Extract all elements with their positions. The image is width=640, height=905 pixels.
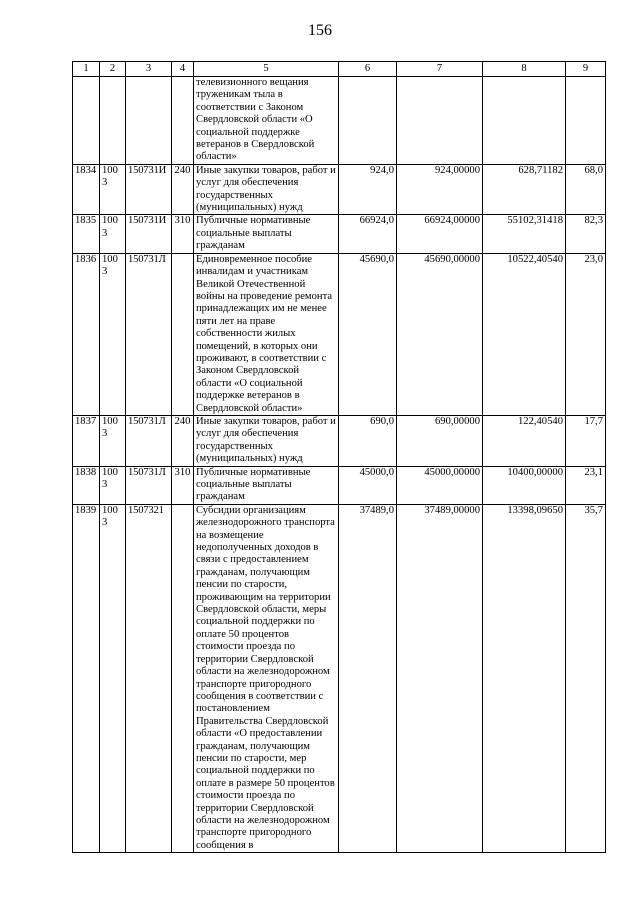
adjusted-amount: 690,00000	[397, 415, 483, 466]
adjusted-amount: 45690,00000	[397, 253, 483, 415]
header-cell-9: 9	[566, 62, 606, 77]
section-code	[100, 77, 126, 165]
target-code	[126, 77, 172, 165]
row-number: 1837	[73, 415, 100, 466]
header-cell-7: 7	[397, 62, 483, 77]
item-name: Иные закупки товаров, работ и услуг для обеспечения государственных (муниципальных) нужд	[194, 415, 339, 466]
row-number	[73, 77, 100, 165]
header-cell-6: 6	[339, 62, 397, 77]
adjusted-amount: 66924,00000	[397, 215, 483, 253]
page-number: 156	[308, 22, 332, 39]
header-cell-4: 4	[172, 62, 194, 77]
execution-percent: 23,1	[566, 466, 606, 504]
execution-percent	[566, 77, 606, 165]
section-code: 1003	[100, 164, 126, 215]
row-number: 1839	[73, 504, 100, 852]
plan-amount: 924,0	[339, 164, 397, 215]
target-code: 1507321	[126, 504, 172, 852]
target-code: 150731Л	[126, 253, 172, 415]
section-code: 1003	[100, 415, 126, 466]
table-row	[73, 164, 606, 215]
expense-type-code	[172, 504, 194, 852]
header-cell-1: 1	[73, 62, 100, 77]
budget-table	[72, 61, 606, 853]
adjusted-amount: 37489,00000	[397, 504, 483, 852]
adjusted-amount: 45000,00000	[397, 466, 483, 504]
adjusted-amount: 924,00000	[397, 164, 483, 215]
table-row	[73, 77, 606, 165]
plan-amount: 66924,0	[339, 215, 397, 253]
table-row	[73, 466, 606, 504]
section-code: 1003	[100, 466, 126, 504]
target-code: 150731Л	[126, 466, 172, 504]
item-name: Единовременное пособие инвалидам и участникам Великой Отечественной войны на проведение ремонта принадлежащих им не менее пяти лет на праве собственности жилых помещений, в которых они проживают, в соответствии с Законом Свердловской области «О социальной поддержке ветеранов в Свердловской области»	[194, 253, 339, 415]
header-row	[73, 62, 606, 77]
header-cell-5: 5	[194, 62, 339, 77]
row-number: 1838	[73, 466, 100, 504]
executed-amount: 122,40540	[483, 415, 566, 466]
row-number: 1836	[73, 253, 100, 415]
executed-amount	[483, 77, 566, 165]
executed-amount: 13398,09650	[483, 504, 566, 852]
executed-amount: 628,71182	[483, 164, 566, 215]
execution-percent: 68,0	[566, 164, 606, 215]
row-number: 1835	[73, 215, 100, 253]
expense-type-code	[172, 77, 194, 165]
row-number: 1834	[73, 164, 100, 215]
plan-amount	[339, 77, 397, 165]
expense-type-code: 240	[172, 415, 194, 466]
table-row	[73, 504, 606, 852]
item-name: Публичные нормативные социальные выплаты гражданам	[194, 215, 339, 253]
executed-amount: 10400,00000	[483, 466, 566, 504]
plan-amount: 37489,0	[339, 504, 397, 852]
header-cell-3: 3	[126, 62, 172, 77]
header-cell-8: 8	[483, 62, 566, 77]
item-name: Субсидии организациям железнодорожного транспорта на возмещение недополученных доходов в связи с предоставлением гражданам, получающим пенсии по старости, проживающим на территории Свердловской области, меры социальной поддержки по оплате 50 процентов стоимости проезда по территории Свердловской области на железнодорожном транспорте пригородного сообщения в соответствии с постановлением Правительства Свердловской области «О предоставлении гражданам, получающим пенсии по старости, мер социальной поддержки по оплате в размере 50 процентов стоимости проезда по территории Свердловской области на железнодорожном транспорте пригородного сообщения в	[194, 504, 339, 852]
plan-amount: 690,0	[339, 415, 397, 466]
item-name: телевизионного вещания труженикам тыла в соответствии с Законом Свердловской области «О социальной поддержке ветеранов в Свердловской области»	[194, 77, 339, 165]
table-row	[73, 253, 606, 415]
section-code: 1003	[100, 253, 126, 415]
table-row	[73, 215, 606, 253]
execution-percent: 35,7	[566, 504, 606, 852]
target-code: 150731И	[126, 215, 172, 253]
item-name: Публичные нормативные социальные выплаты гражданам	[194, 466, 339, 504]
target-code: 150731И	[126, 164, 172, 215]
table-row	[73, 415, 606, 466]
target-code: 150731Л	[126, 415, 172, 466]
expense-type-code	[172, 253, 194, 415]
plan-amount: 45000,0	[339, 466, 397, 504]
executed-amount: 10522,40540	[483, 253, 566, 415]
item-name: Иные закупки товаров, работ и услуг для обеспечения государственных (муниципальных) нужд	[194, 164, 339, 215]
expense-type-code: 310	[172, 215, 194, 253]
section-code: 1003	[100, 215, 126, 253]
expense-type-code: 240	[172, 164, 194, 215]
section-code: 1003	[100, 504, 126, 852]
header-cell-2: 2	[100, 62, 126, 77]
execution-percent: 17,7	[566, 415, 606, 466]
expense-type-code: 310	[172, 466, 194, 504]
plan-amount: 45690,0	[339, 253, 397, 415]
executed-amount: 55102,31418	[483, 215, 566, 253]
execution-percent: 82,3	[566, 215, 606, 253]
adjusted-amount	[397, 77, 483, 165]
execution-percent: 23,0	[566, 253, 606, 415]
